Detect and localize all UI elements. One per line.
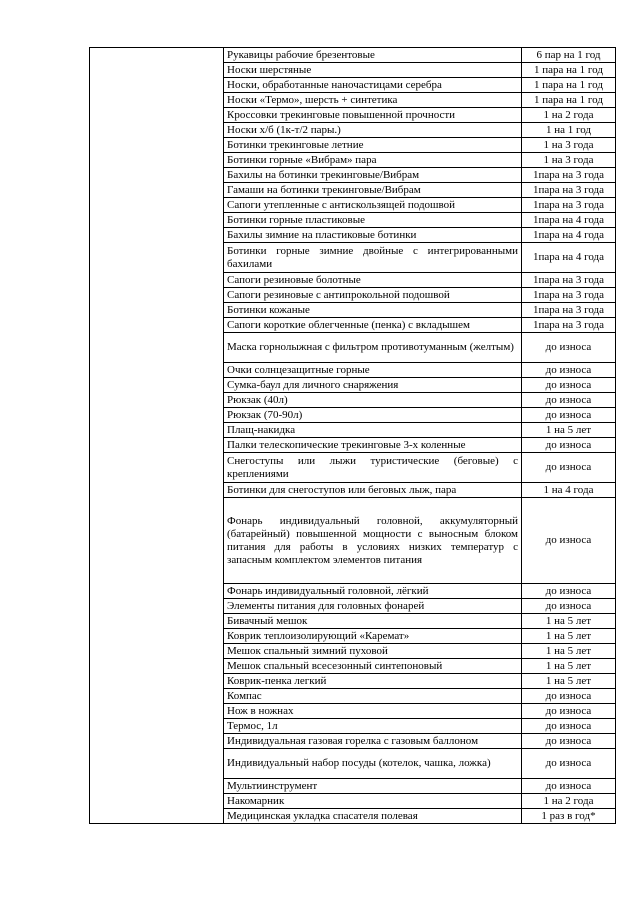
item-name-cell: Носки, обработанные наночастицами серебра xyxy=(224,78,522,93)
wear-term-cell: до износа xyxy=(522,719,616,734)
item-name-cell: Индивидуальный набор посуды (котелок, чашка, ложка) xyxy=(224,749,522,779)
item-name-cell: Мультиинструмент xyxy=(224,779,522,794)
item-name-cell: Индивидуальная газовая горелка с газовым баллоном xyxy=(224,734,522,749)
item-name-cell: Сумка-баул для личного снаряжения xyxy=(224,378,522,393)
equipment-table xyxy=(89,47,616,824)
empty-left-cell xyxy=(90,48,224,824)
wear-term-cell: 1 пара на 1 год xyxy=(522,63,616,78)
item-name-cell: Компас xyxy=(224,689,522,704)
item-name-cell: Снегоступы или лыжи туристические (беговые) с креплениями xyxy=(224,453,522,483)
wear-term-cell: до износа xyxy=(522,333,616,363)
item-name-cell: Сапоги короткие облегченные (пенка) с вкладышем xyxy=(224,318,522,333)
wear-term-cell: 1 на 5 лет xyxy=(522,423,616,438)
item-name-cell: Ботинки горные «Вибрам» пара xyxy=(224,153,522,168)
wear-term-cell: 1 пара на 1 год xyxy=(522,78,616,93)
item-name-cell: Ботинки для снегоступов или беговых лыж, пара xyxy=(224,483,522,498)
wear-term-cell: до износа xyxy=(522,689,616,704)
wear-term-cell: до износа xyxy=(522,408,616,423)
item-name-cell: Накомарник xyxy=(224,794,522,809)
item-name-cell: Рюкзак (70-90л) xyxy=(224,408,522,423)
item-name-cell: Маска горнолыжная с фильтром противотуманным (желтым) xyxy=(224,333,522,363)
wear-term-cell: до износа xyxy=(522,363,616,378)
wear-term-cell: до износа xyxy=(522,704,616,719)
item-name-cell: Носки шерстяные xyxy=(224,63,522,78)
wear-term-cell: 1пара на 4 года xyxy=(522,213,616,228)
wear-term-cell: 1 на 5 лет xyxy=(522,674,616,689)
wear-term-cell: 1 на 2 года xyxy=(522,794,616,809)
item-name-cell: Ботинки трекинговые летние xyxy=(224,138,522,153)
item-name-cell: Бахилы на ботинки трекинговые/Вибрам xyxy=(224,168,522,183)
wear-term-cell: до износа xyxy=(522,453,616,483)
wear-term-cell: 1 на 3 года xyxy=(522,138,616,153)
wear-term-cell: 1 на 5 лет xyxy=(522,659,616,674)
table-row xyxy=(90,48,616,63)
item-name-cell: Ботинки горные зимние двойные с интегрированными бахилами xyxy=(224,243,522,273)
wear-term-cell: 1 пара на 1 год xyxy=(522,93,616,108)
item-name-cell: Коврик-пенка легкий xyxy=(224,674,522,689)
wear-term-cell: до износа xyxy=(522,438,616,453)
wear-term-cell: 1 на 4 года xyxy=(522,483,616,498)
item-name-cell: Мешок спальный всесезонный синтепоновый xyxy=(224,659,522,674)
item-name-cell: Фонарь индивидуальный головной, лёгкий xyxy=(224,584,522,599)
wear-term-cell: до износа xyxy=(522,599,616,614)
wear-term-cell: 1 на 3 года xyxy=(522,153,616,168)
item-name-cell: Ботинки кожаные xyxy=(224,303,522,318)
item-name-cell: Термос, 1л xyxy=(224,719,522,734)
wear-term-cell: 1 раз в год* xyxy=(522,809,616,824)
wear-term-cell: 1пара на 3 года xyxy=(522,318,616,333)
item-name-cell: Мешок спальный зимний пуховой xyxy=(224,644,522,659)
item-name-cell: Медицинская укладка спасателя полевая xyxy=(224,809,522,824)
item-name-cell: Рюкзак (40л) xyxy=(224,393,522,408)
item-name-cell: Гамаши на ботинки трекинговые/Вибрам xyxy=(224,183,522,198)
wear-term-cell: 1 на 5 лет xyxy=(522,614,616,629)
item-name-cell: Фонарь индивидуальный головной, аккумуляторный (батарейный) повышенной мощности с выносным блоком питания для работы в условиях низких температур с запасным комплектом элементов питания xyxy=(224,498,522,584)
wear-term-cell: 1 на 1 год xyxy=(522,123,616,138)
wear-term-cell: до износа xyxy=(522,498,616,584)
wear-term-cell: 1пара на 3 года xyxy=(522,198,616,213)
item-name-cell: Бахилы зимние на пластиковые ботинки xyxy=(224,228,522,243)
item-name-cell: Плащ-накидка xyxy=(224,423,522,438)
wear-term-cell: 1пара на 3 года xyxy=(522,288,616,303)
item-name-cell: Ботинки горные пластиковые xyxy=(224,213,522,228)
wear-term-cell: до износа xyxy=(522,378,616,393)
item-name-cell: Кроссовки трекинговые повышенной прочности xyxy=(224,108,522,123)
item-name-cell: Рукавицы рабочие брезентовые xyxy=(224,48,522,63)
wear-term-cell: 1пара на 3 года xyxy=(522,168,616,183)
wear-term-cell: до износа xyxy=(522,779,616,794)
item-name-cell: Очки солнцезащитные горные xyxy=(224,363,522,378)
item-name-cell: Сапоги резиновые с антипрокольной подошвой xyxy=(224,288,522,303)
item-name-cell: Коврик теплоизолирующий «Каремат» xyxy=(224,629,522,644)
wear-term-cell: 1 на 2 года xyxy=(522,108,616,123)
wear-term-cell: 6 пар на 1 год xyxy=(522,48,616,63)
wear-term-cell: 1пара на 3 года xyxy=(522,183,616,198)
item-name-cell: Сапоги резиновые болотные xyxy=(224,273,522,288)
wear-term-cell: 1пара на 3 года xyxy=(522,303,616,318)
wear-term-cell: 1 на 5 лет xyxy=(522,644,616,659)
item-name-cell: Нож в ножнах xyxy=(224,704,522,719)
wear-term-cell: до износа xyxy=(522,584,616,599)
wear-term-cell: 1пара на 3 года xyxy=(522,273,616,288)
wear-term-cell: 1пара на 4 года xyxy=(522,228,616,243)
item-name-cell: Сапоги утепленные с антискользящей подошвой xyxy=(224,198,522,213)
wear-term-cell: 1 на 5 лет xyxy=(522,629,616,644)
wear-term-cell: до износа xyxy=(522,734,616,749)
item-name-cell: Носки «Термо», шерсть + синтетика xyxy=(224,93,522,108)
item-name-cell: Палки телескопические трекинговые 3-х коленные xyxy=(224,438,522,453)
item-name-cell: Элементы питания для головных фонарей xyxy=(224,599,522,614)
wear-term-cell: до износа xyxy=(522,393,616,408)
wear-term-cell: 1пара на 4 года xyxy=(522,243,616,273)
item-name-cell: Носки х/б (1к-т/2 пары.) xyxy=(224,123,522,138)
item-name-cell: Бивачный мешок xyxy=(224,614,522,629)
wear-term-cell: до износа xyxy=(522,749,616,779)
